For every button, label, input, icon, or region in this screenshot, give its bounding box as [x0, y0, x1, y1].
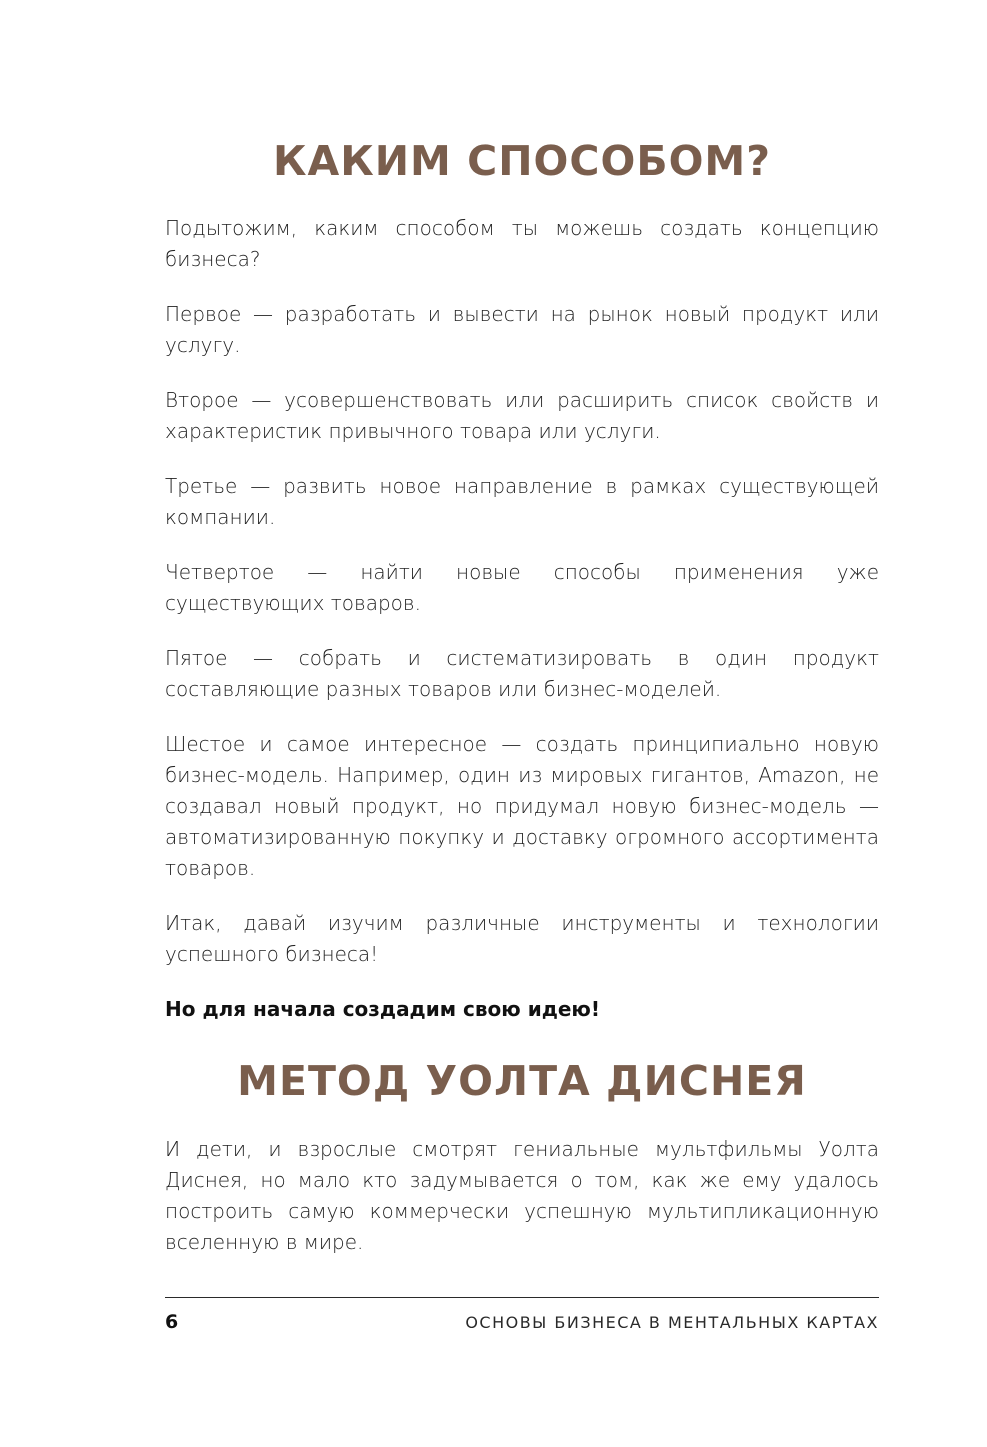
paragraph-sixth-way: Шестое и самое интересное — создать принципиально новую бизнес-модель. Например, один из мировых гигантов, Amazon, не создавал новый продукт, но придумал новую бизнес-модель — автоматизированную покупку и доставку огромного ассортимента товаров.: [165, 732, 879, 880]
paragraph-conclusion: Итак, давай изучим различные инструменты и технологии успешного бизнеса!: [165, 911, 879, 966]
paragraph-first-way: Первое — разработать и вывести на рынок новый продукт или услугу.: [165, 302, 879, 357]
section-heading-how: КАКИМ СПОСОБОМ?: [272, 137, 772, 185]
paragraph-second-way: Второе — усовершенствовать или расширить список свойств и характеристик привычного товара или услуги.: [165, 388, 879, 443]
paragraph-disney-intro: И дети, и взрослые смотрят гениальные мультфильмы Уолта Диснея, но мало кто задумывается о том, как же ему удалось построить самую коммерчески успешную мультипликационную вселенную в мире.: [165, 1137, 879, 1254]
section-heading-disney: МЕТОД УОЛТА ДИСНЕЯ: [237, 1057, 807, 1105]
paragraph-summary: Подытожим, каким способом ты можешь создать концепцию бизнеса?: [165, 216, 879, 271]
page-number: 6: [165, 1311, 179, 1333]
paragraph-third-way: Третье — развить новое направление в рамках существующей компании.: [165, 474, 879, 529]
paragraph-fourth-way: Четвертое — найти новые способы применения уже существующих товаров.: [165, 560, 879, 615]
paragraph-callout: Но для начала создадим свою идею!: [165, 997, 600, 1021]
running-footer-title: ОСНОВЫ БИЗНЕСА В МЕНТАЛЬНЫХ КАРТАХ: [465, 1313, 879, 1332]
footer-divider: [165, 1297, 879, 1298]
paragraph-fifth-way: Пятое — собрать и систематизировать в один продукт составляющие разных товаров или бизнес-моделей.: [165, 646, 879, 701]
